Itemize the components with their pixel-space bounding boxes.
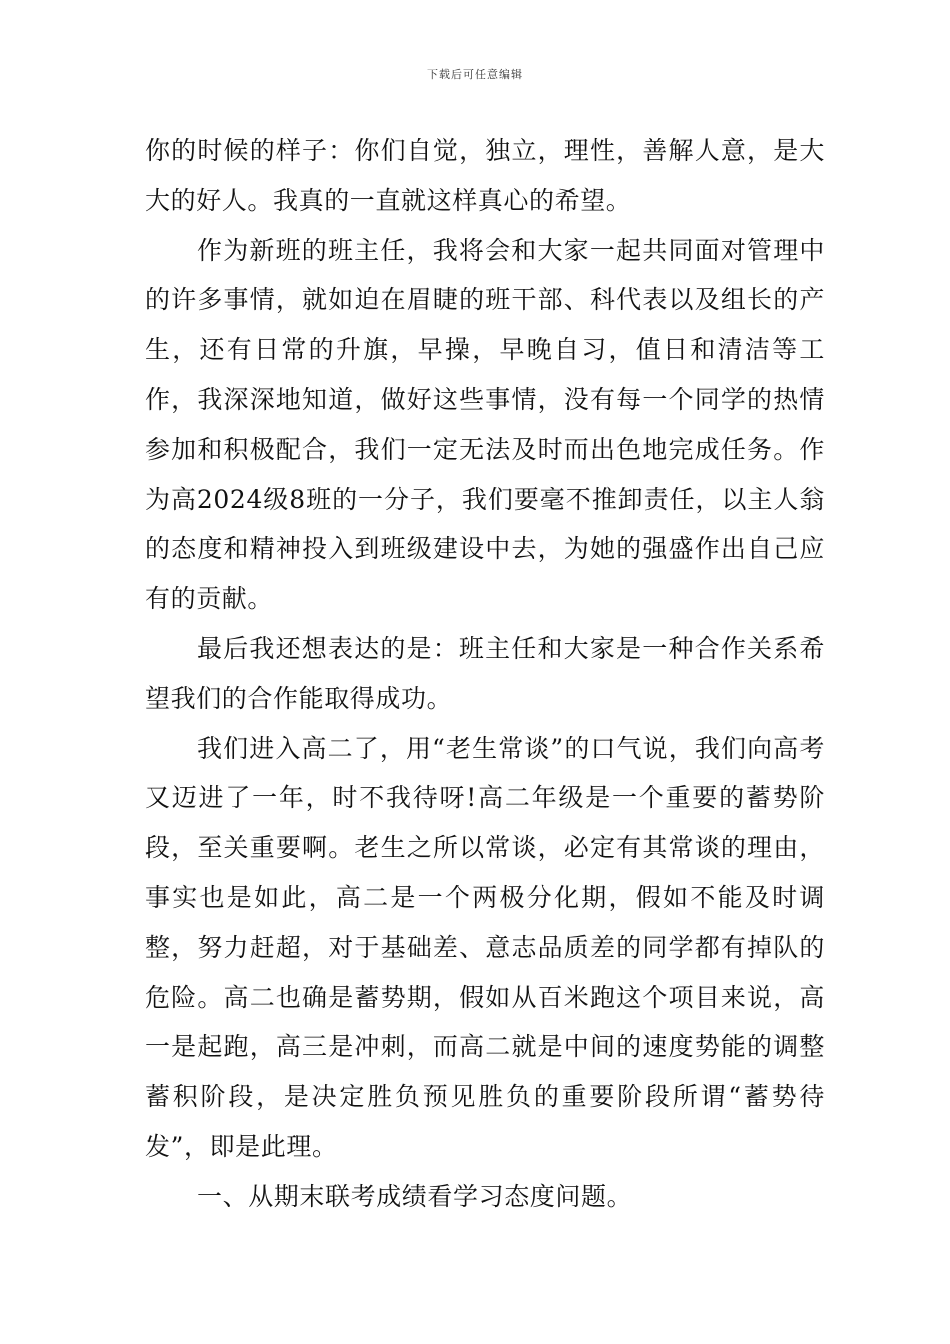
paragraph-2: 作为新班的班主任，我将会和大家一起共同面对管理中的许多事情，就如迫在眉睫的班干部、科代表以及组长的产生，还有日常的升旗，早操，早晚自习，值日和清洁等工作，我深深地知道，做好这些事情，没有每一个同学的热情参加和积极配合，我们一定无法及时而出色地完成任务。作为高2024级8班的一分子，我们要毫不推卸责任，以主人翁的态度和精神投入到班级建设中去，为她的强盛作出自己应有的贡献。 bbox=[145, 235, 825, 614]
header-note: 下载后可任意编辑 bbox=[427, 68, 523, 81]
paragraph-3: 最后我还想表达的是：班主任和大家是一种合作关系希望我们的合作能取得成功。 bbox=[145, 633, 825, 713]
document-body bbox=[145, 126, 825, 1222]
section-heading: 一、从期末联考成绩看学习态度问题。 bbox=[197, 1181, 633, 1211]
paragraph-4: 我们进入高二了，用“老生常谈”的口气说，我们向高考又迈进了一年，时不我待呀!高二年级是一个重要的蓄势阶段，至关重要啊。老生之所以常谈，必定有其常谈的理由，事实也是如此，高二是一个两极分化期，假如不能及时调整，努力赶超，对于基础差、意志品质差的同学都有掉队的危险。高二也确是蓄势期，假如从百米跑这个项目来说，高一是起跑，高三是冲刺，而高二就是中间的速度势能的调整蓄积阶段，是决定胜负预见胜负的重要阶段所谓“蓄势待发”，即是此理。 bbox=[145, 733, 825, 1161]
paragraph-1: 你的时候的样子：你们自觉，独立，理性，善解人意，是大大的好人。我真的一直就这样真心的希望。 bbox=[145, 136, 825, 215]
